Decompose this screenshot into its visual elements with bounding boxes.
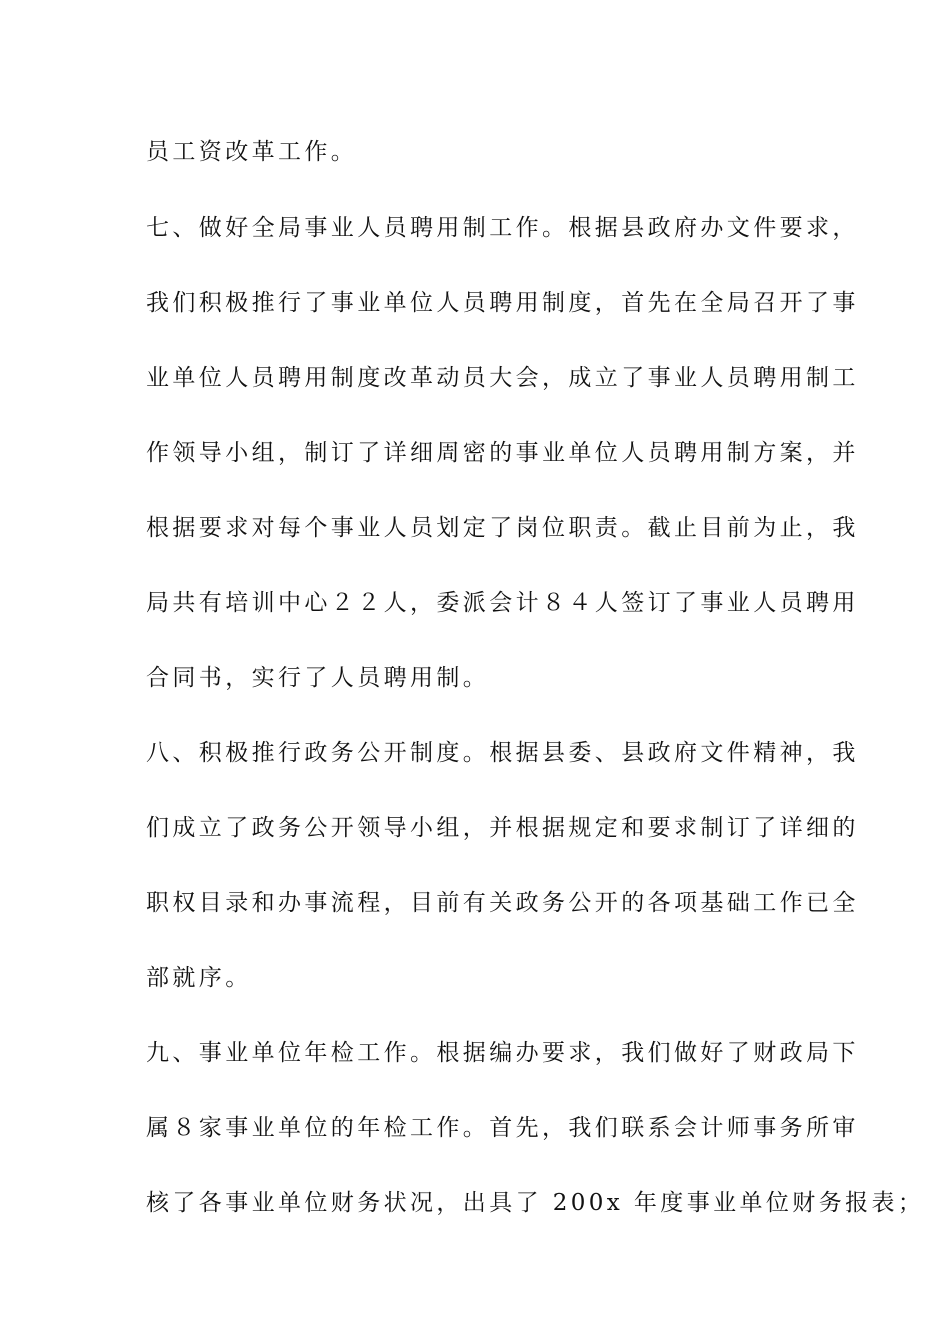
text-line: 属８家事业单位的年检工作。首先，我们联系会计师事务所审 xyxy=(146,1115,859,1141)
text-line: 八、积极推行政务公开制度。根据县委、县政府文件精神，我 xyxy=(146,740,859,766)
text-line: 部就序。 xyxy=(146,965,252,991)
text-line: 核了各事业单位财务状况，出具了 200x 年度事业单位财务报表； xyxy=(146,1190,925,1216)
text-line: 作领导小组，制订了详细周密的事业单位人员聘用制方案，并 xyxy=(146,440,859,466)
text-line: 七、做好全局事业人员聘用制工作。根据县政府办文件要求， xyxy=(146,215,859,241)
text-line: 员工资改革工作。 xyxy=(146,139,358,165)
text-line: 我们积极推行了事业单位人员聘用制度，首先在全局召开了事 xyxy=(146,290,859,316)
text-line: 职权目录和办事流程，目前有关政务公开的各项基础工作已全 xyxy=(146,890,859,916)
text-line: 根据要求对每个事业人员划定了岗位职责。截止目前为止，我 xyxy=(146,515,859,541)
text-line: 合同书，实行了人员聘用制。 xyxy=(146,665,490,691)
text-line: 业单位人员聘用制度改革动员大会，成立了事业人员聘用制工 xyxy=(146,365,859,391)
text-line: 局共有培训中心２２人，委派会计８４人签订了事业人员聘用 xyxy=(146,590,859,616)
text-line: 九、事业单位年检工作。根据编办要求，我们做好了财政局下 xyxy=(146,1040,859,1066)
text-line: 们成立了政务公开领导小组，并根据规定和要求制订了详细的 xyxy=(146,815,859,841)
